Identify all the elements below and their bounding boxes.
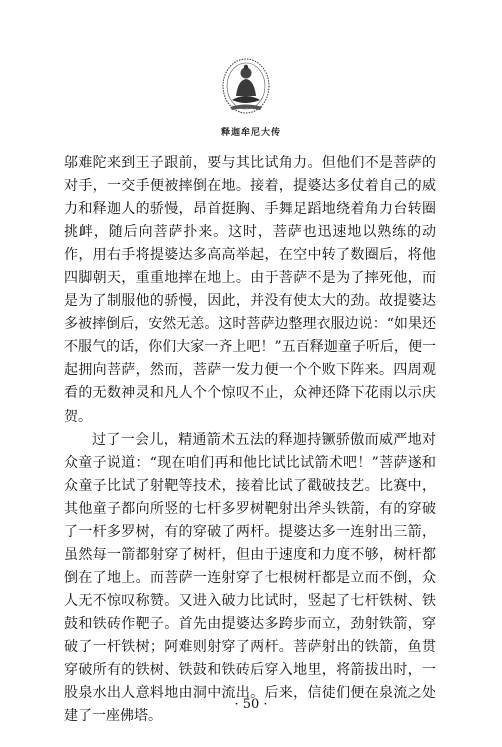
book-title: 释迦牟尼大传 bbox=[220, 128, 281, 138]
page-number: · 50 · bbox=[234, 697, 268, 712]
paragraph: 过了一会儿，精通箭术五法的释迦持镢骄傲而威严地对众童子说道：“现在咱们再和他比试比试箭术吧！”菩萨遂和众童子比试了射靶等技术，接着比试了戳破技艺。比赛中，其他童子都向所竖的七杆多罗树靶射出斧头铁箭，有的穿破了一杆多罗树，有的穿破了两杆。提婆达多一连射出三箭，虽然每一箭都射穿了树杆，但由于速度和力度不够，树杆都倒在了地上。而菩萨一连射穿了七根树杆都是立而不倒，众人无不惊叹称赞。又进入破力比试时，竖起了七杆铁树、铁鼓和铁砖作靶子。首先由提婆达多跨步而立，劲射铁箭，穿破了一杆铁树；阿难则射穿了两杆。菩萨射出的铁箭，鱼贯穿破所有的铁树、铁鼓和铁砖后穿入地里，将箭拔出时，一股泉水出人意料地由洞中流出。后来，信徒们便在泉流之处建了一座佛塔。 bbox=[64, 431, 436, 725]
seated-buddha-icon bbox=[220, 58, 272, 116]
page-header bbox=[0, 58, 502, 138]
body-text bbox=[64, 152, 436, 728]
paragraph: 邬难陀来到王子跟前，要与其比试角力。但他们不是菩萨的对手，一交手便被摔倒在地。接着，提婆达多仗着自己的威力和释迦人的骄慢，昂首挺胸、手舞足蹈地绕着角力台转圈挑衅，随后向菩萨扑来。这时，菩萨也迅速地以熟练的动作，用右手将提婆达多高高举起，在空中转了数圈后，将他四脚朝天，重重地摔在地上。由于菩萨不是为了摔死他，而是为了制服他的骄慢，因此，并没有使太大的劲。故提婆达多被摔倒后，安然无恙。这时菩萨边整理衣服边说：“如果还不服气的话，你们大家一齐上吧！”五百释迦童子听后，便一起拥向菩萨，然而，菩萨一发力便一个个败下阵来。四周观看的无数神灵和凡人个个惊叹不止，众神还降下花雨以示庆贺。 bbox=[64, 155, 436, 425]
